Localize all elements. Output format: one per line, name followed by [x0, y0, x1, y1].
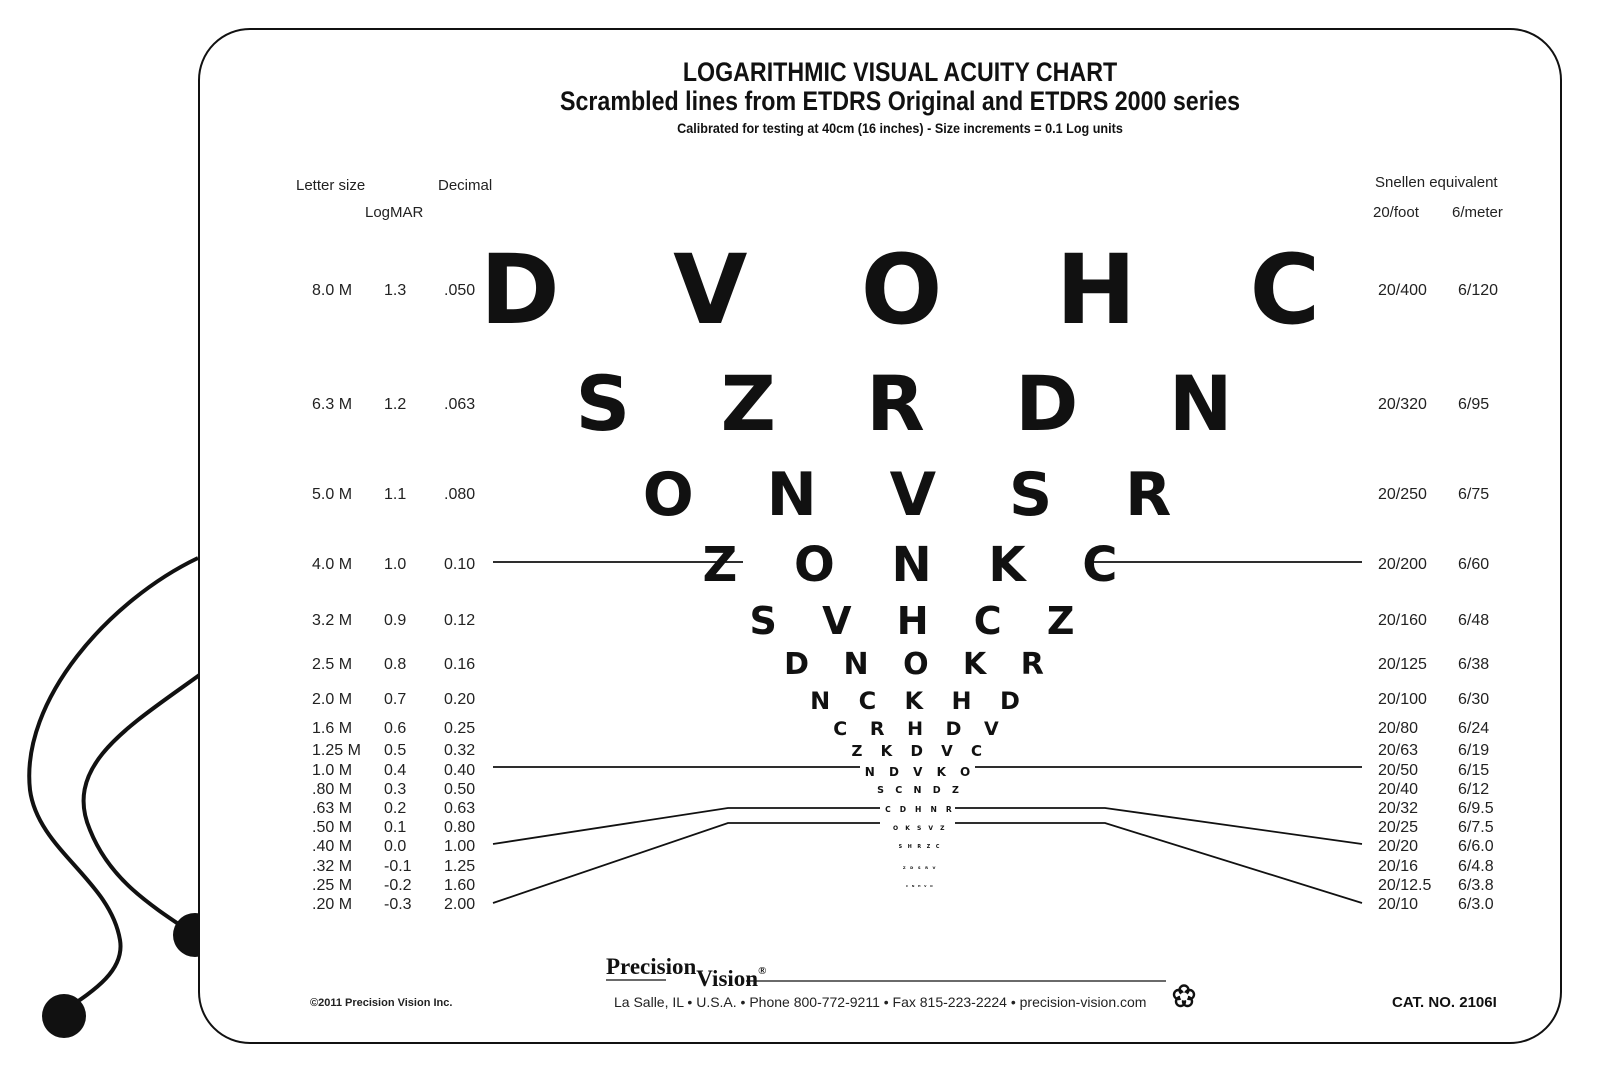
row-decimal: 1.00: [444, 838, 476, 855]
row-snellen-foot: 20/200: [1378, 556, 1427, 573]
row-letter-size: 4.0 M: [312, 556, 353, 573]
row-snellen-meter: 6/3.0: [1458, 896, 1494, 913]
logo-precision: Precision: [606, 954, 697, 979]
row-optotypes: C N H V O: [906, 884, 934, 889]
row-logmar: 0.8: [384, 656, 407, 673]
header-logmar: LogMAR: [365, 204, 424, 221]
row-decimal: .080: [444, 486, 476, 503]
row-optotypes: S V H C Z: [749, 599, 1091, 644]
row-optotypes: S H R Z C: [898, 844, 942, 850]
row-logmar: -0.3: [384, 896, 412, 913]
row-optotypes: C D H N R: [885, 805, 955, 815]
row-snellen-meter: 6/95: [1458, 396, 1490, 413]
row-snellen-foot: 20/100: [1378, 691, 1427, 708]
row-snellen-foot: 20/12.5: [1378, 877, 1432, 894]
row-logmar: 1.2: [384, 396, 407, 413]
row-snellen-meter: 6/3.8: [1458, 877, 1494, 894]
row-optotypes: S Z R D N: [575, 359, 1265, 449]
row-optotypes: N D V K O: [864, 764, 976, 779]
header-letter-size: Letter size: [296, 177, 366, 194]
row-decimal: 0.63: [444, 800, 476, 817]
row-letter-size: .32 M: [312, 858, 353, 875]
row-snellen-meter: 6/30: [1458, 691, 1490, 708]
catalog-number: CAT. NO. 2106I: [1392, 994, 1497, 1011]
header-decimal: Decimal: [438, 177, 493, 194]
chart-calibration-note: Calibrated for testing at 40cm (16 inches) - Size increments = 0.1 Log units: [677, 120, 1123, 136]
row-letter-size: 1.25 M: [312, 742, 361, 759]
row-logmar: -0.1: [384, 858, 412, 875]
row-snellen-foot: 20/20: [1378, 838, 1419, 855]
row-snellen-meter: 6/19: [1458, 742, 1490, 759]
row-logmar: 1.0: [384, 556, 407, 573]
row-letter-size: .80 M: [312, 781, 353, 798]
row-decimal: 1.25: [444, 858, 476, 875]
row-logmar: 1.1: [384, 486, 407, 503]
row-logmar: 0.6: [384, 720, 407, 737]
row-decimal: 0.12: [444, 612, 476, 629]
row-snellen-foot: 20/63: [1378, 742, 1419, 759]
row-letter-size: 1.0 M: [312, 762, 353, 779]
row-snellen-foot: 20/40: [1378, 781, 1419, 798]
header-6-meter: 6/meter: [1452, 204, 1503, 221]
row-snellen-meter: 6/60: [1458, 556, 1490, 573]
row-letter-size: .63 M: [312, 800, 353, 817]
row-snellen-foot: 20/32: [1378, 800, 1419, 817]
row-letter-size: .20 M: [312, 896, 353, 913]
row-decimal: 0.10: [444, 556, 476, 573]
row-letter-size: 6.3 M: [312, 396, 353, 413]
row-logmar: 0.9: [384, 612, 407, 629]
row-optotypes: Z D S R V: [902, 865, 938, 871]
row-optotypes: O N V S R: [642, 459, 1198, 530]
row-snellen-meter: 6/75: [1458, 486, 1490, 503]
header-20-foot: 20/foot: [1373, 204, 1419, 221]
logo-underline: [606, 978, 1166, 984]
row-letter-size: .25 M: [312, 877, 353, 894]
row-optotypes: Z O N K C: [702, 537, 1138, 594]
row-snellen-meter: 6/24: [1458, 720, 1490, 737]
chart-subtitle: Scrambled lines from ETDRS Original and ETDRS 2000 series: [559, 86, 1241, 116]
row-decimal: 0.50: [444, 781, 476, 798]
row-snellen-meter: 6/7.5: [1458, 819, 1494, 836]
row-optotypes: Z K D V C: [851, 742, 989, 761]
row-decimal: 0.16: [444, 656, 476, 673]
row-optotypes: C R H D V: [833, 718, 1007, 741]
row-decimal: 2.00: [444, 896, 476, 913]
row-letter-size: .50 M: [312, 819, 353, 836]
chart-title: LOGARITHMIC VISUAL ACUITY CHART: [682, 57, 1118, 87]
row-snellen-foot: 20/160: [1378, 612, 1427, 629]
row-letter-size: .40 M: [312, 838, 353, 855]
row-decimal: 1.60: [444, 877, 476, 894]
row-logmar: 1.3: [384, 282, 407, 299]
footer-address: La Salle, IL • U.S.A. • Phone 800-772-9211 • Fax 815-223-2224 • precision-vision.com: [614, 994, 1147, 1010]
logo-registered: ®: [758, 965, 767, 977]
row-snellen-meter: 6/4.8: [1458, 858, 1494, 875]
row-letter-size: 2.0 M: [312, 691, 353, 708]
row-snellen-foot: 20/80: [1378, 720, 1419, 737]
row-logmar: 0.5: [384, 742, 407, 759]
row-letter-size: 3.2 M: [312, 612, 353, 629]
row-snellen-foot: 20/125: [1378, 656, 1427, 673]
row-decimal: 0.80: [444, 819, 476, 836]
row-snellen-meter: 6/48: [1458, 612, 1490, 629]
row-decimal: 0.40: [444, 762, 476, 779]
copyright: ©2011 Precision Vision Inc.: [310, 997, 453, 1009]
row-logmar: 0.2: [384, 800, 407, 817]
row-decimal: .050: [444, 282, 476, 299]
row-logmar: 0.7: [384, 691, 407, 708]
row-decimal: 0.32: [444, 742, 476, 759]
row-letter-size: 5.0 M: [312, 486, 353, 503]
header-snellen: Snellen equivalent: [1375, 174, 1498, 191]
row-optotypes: D V O H C: [479, 234, 1361, 347]
row-snellen-meter: 6/12: [1458, 781, 1490, 798]
row-snellen-meter: 6/9.5: [1458, 800, 1494, 817]
row-snellen-foot: 20/25: [1378, 819, 1419, 836]
row-letter-size: 1.6 M: [312, 720, 353, 737]
row-snellen-foot: 20/16: [1378, 858, 1419, 875]
row-snellen-foot: 20/400: [1378, 282, 1427, 299]
flower-icon: [1172, 984, 1196, 1008]
row-optotypes: D N O K R: [784, 647, 1056, 683]
row-snellen-foot: 20/250: [1378, 486, 1427, 503]
row-logmar: 0.1: [384, 819, 407, 836]
row-logmar: -0.2: [384, 877, 412, 894]
row-optotypes: O K S V Z: [893, 824, 947, 832]
row-letter-size: 8.0 M: [312, 282, 353, 299]
precision-vision-logo: [606, 954, 767, 991]
row-snellen-meter: 6/15: [1458, 762, 1490, 779]
row-optotypes: N C K H D: [810, 686, 1030, 715]
logo-vision: Vision: [696, 966, 759, 991]
row-optotypes: S C N D Z: [877, 785, 963, 797]
row-snellen-meter: 6/38: [1458, 656, 1490, 673]
row-decimal: 0.25: [444, 720, 476, 737]
row-decimal: 0.20: [444, 691, 476, 708]
row-snellen-foot: 20/10: [1378, 896, 1419, 913]
row-snellen-meter: 6/6.0: [1458, 838, 1494, 855]
row-decimal: .063: [444, 396, 476, 413]
row-logmar: 0.4: [384, 762, 407, 779]
row-logmar: 0.0: [384, 838, 407, 855]
row-snellen-meter: 6/120: [1458, 282, 1499, 299]
row-snellen-foot: 20/320: [1378, 396, 1427, 413]
row-letter-size: 2.5 M: [312, 656, 353, 673]
row-logmar: 0.3: [384, 781, 407, 798]
row-snellen-foot: 20/50: [1378, 762, 1419, 779]
